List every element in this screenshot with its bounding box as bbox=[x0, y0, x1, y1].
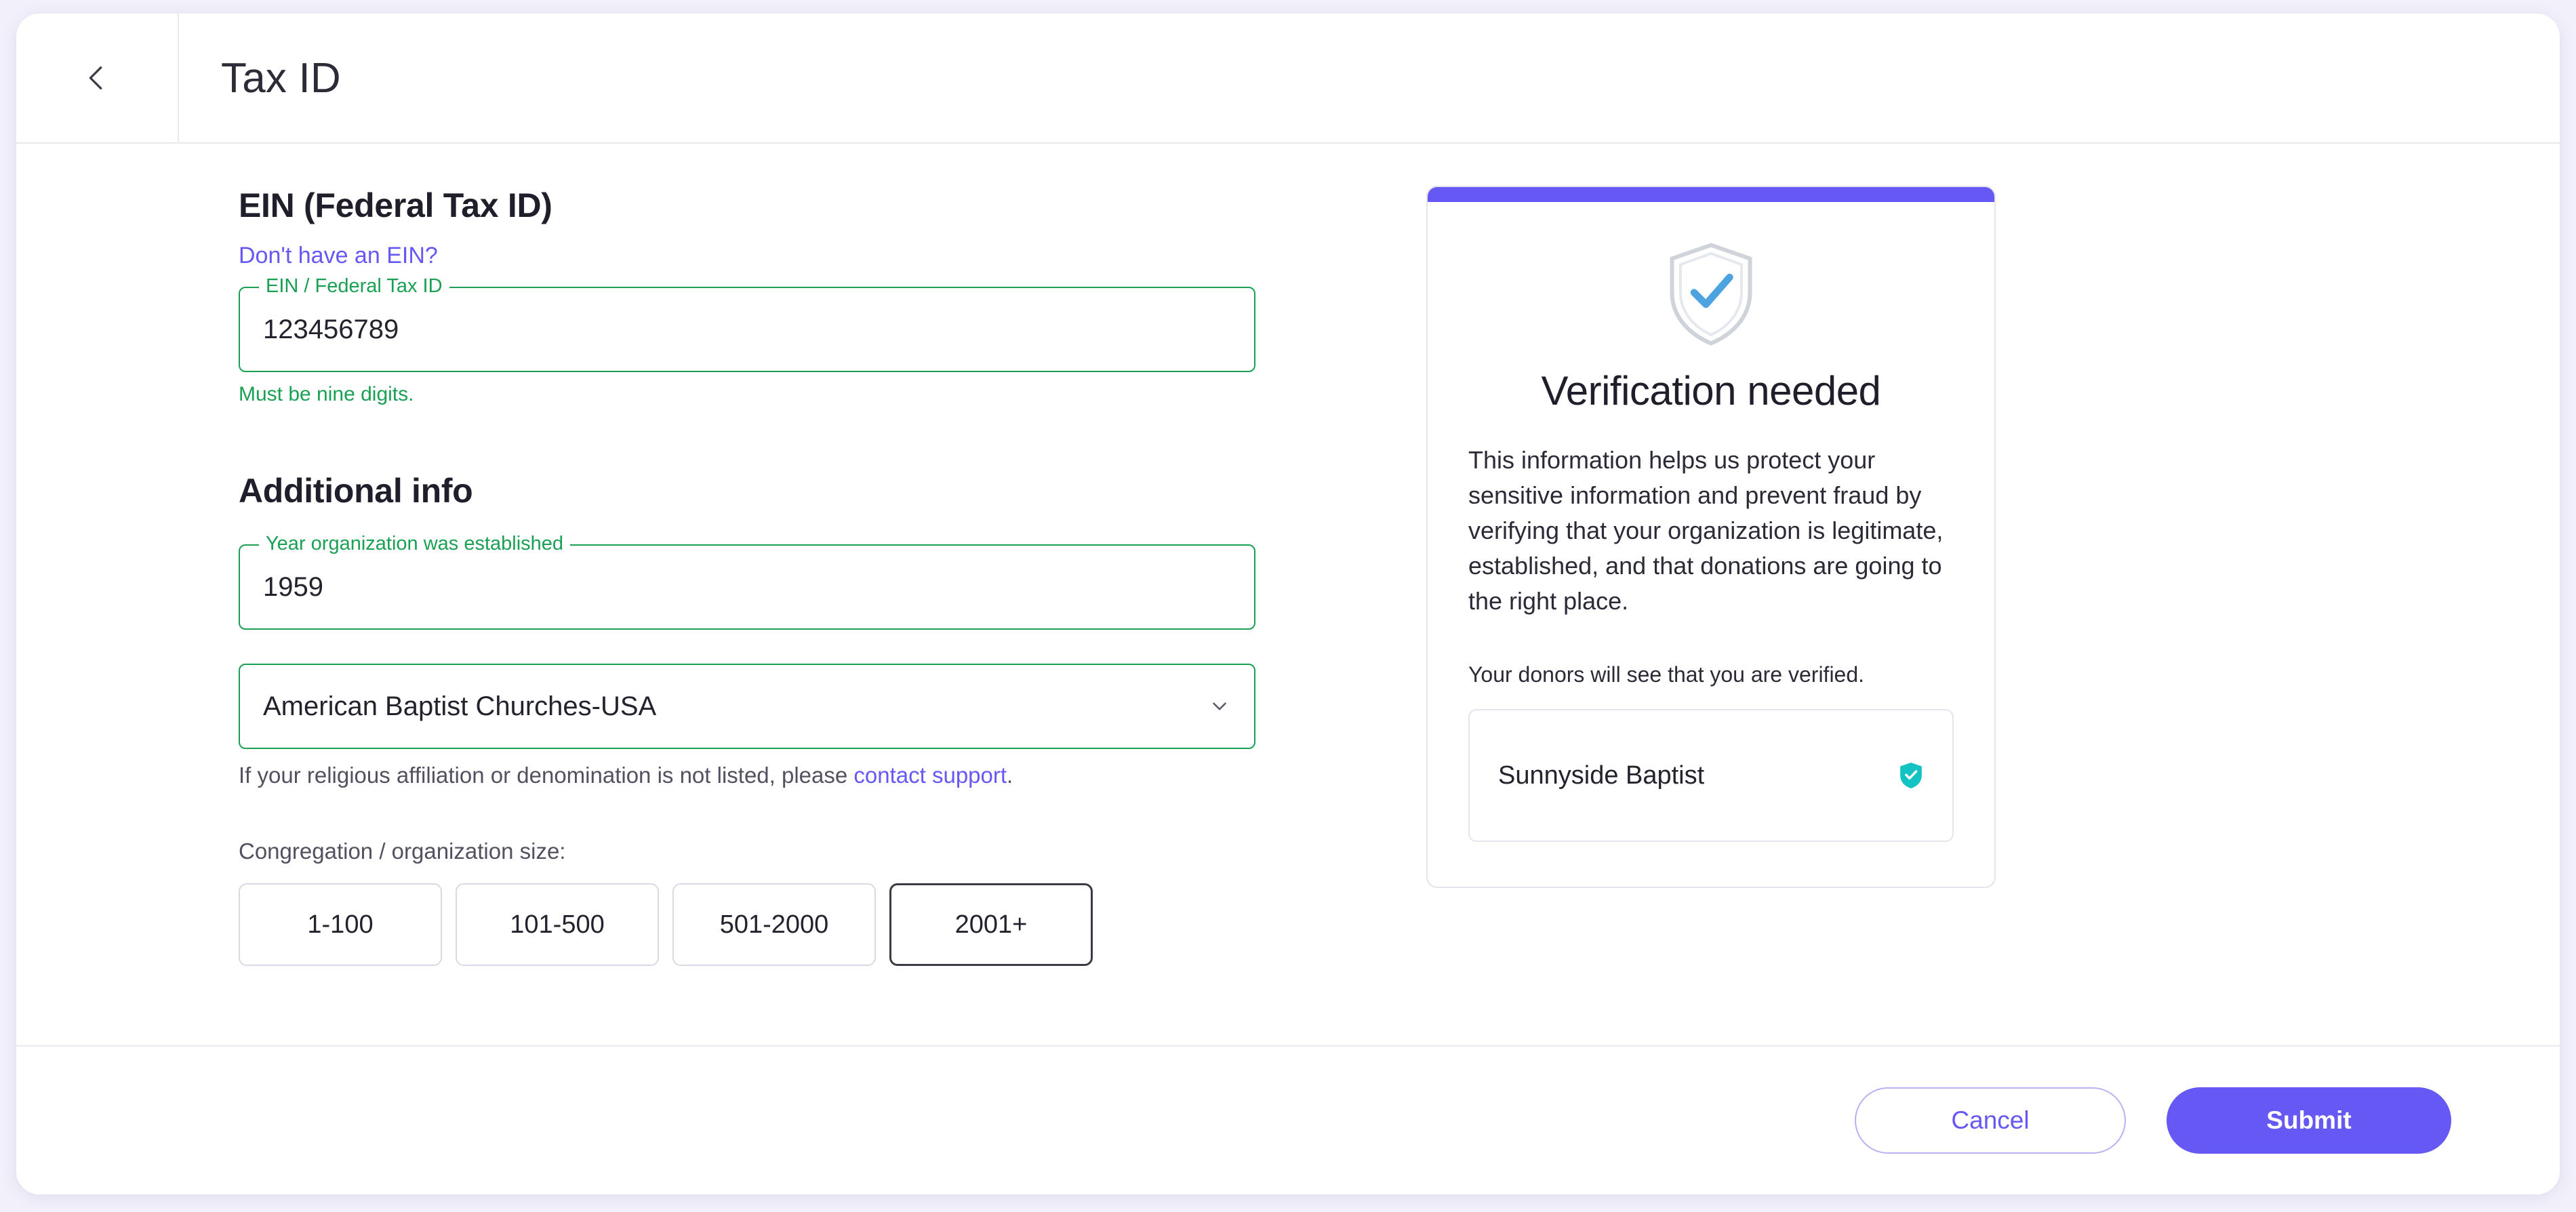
year-established-label: Year organization was established bbox=[259, 533, 570, 554]
verification-title: Verification needed bbox=[1541, 368, 1881, 413]
card-content bbox=[1428, 202, 1994, 887]
verification-note: Your donors will see that you are verified. bbox=[1468, 662, 1865, 687]
denomination-field[interactable] bbox=[239, 664, 1255, 749]
denomination-helper-prefix: If your religious affiliation or denomination is not listed, please bbox=[239, 763, 854, 788]
denomination-select[interactable] bbox=[239, 664, 1255, 749]
denomination-selected-value: American Baptist Churches-USA bbox=[263, 691, 657, 721]
size-option-label: 101-500 bbox=[510, 910, 605, 939]
header-title-area bbox=[179, 14, 341, 142]
card-accent-bar bbox=[1428, 187, 1994, 202]
year-established-value: 1959 bbox=[263, 571, 323, 602]
window-header bbox=[16, 14, 2560, 144]
submit-button-label: Submit bbox=[2266, 1106, 2352, 1134]
section-spacer bbox=[239, 406, 1372, 471]
denomination-helper bbox=[239, 763, 1372, 788]
verified-org-row bbox=[1468, 709, 1954, 842]
additional-info-title: Additional info bbox=[239, 472, 473, 510]
ein-field[interactable] bbox=[239, 275, 1255, 372]
size-option-2001-plus[interactable] bbox=[889, 883, 1093, 966]
size-option-1-100[interactable] bbox=[239, 883, 442, 966]
chevron-left-icon bbox=[81, 62, 113, 94]
verification-body: This information helps us protect your sensitive information and prevent fraud by verifying that your organization is legitimate, established, and that donations are going to the right place. bbox=[1468, 446, 1944, 615]
submit-button[interactable] bbox=[2167, 1087, 2451, 1154]
size-option-label: 2001+ bbox=[954, 910, 1028, 939]
ein-helper-text: Must be nine digits. bbox=[239, 383, 414, 405]
organization-size-options bbox=[239, 883, 1372, 966]
shield-check-icon bbox=[1660, 240, 1762, 348]
cancel-button-label: Cancel bbox=[1951, 1106, 2030, 1134]
verified-org-name: Sunnyside Baptist bbox=[1498, 761, 1705, 790]
no-ein-link[interactable]: Don't have an EIN? bbox=[239, 243, 438, 268]
shield-icon-wrap bbox=[1468, 240, 1954, 348]
back-button[interactable] bbox=[16, 14, 179, 142]
ein-field-label: EIN / Federal Tax ID bbox=[259, 276, 449, 296]
window-body bbox=[16, 144, 2560, 1047]
verified-shield-icon bbox=[1898, 761, 1924, 790]
ein-input[interactable] bbox=[239, 287, 1255, 372]
size-option-label: 1-100 bbox=[307, 910, 374, 939]
ein-section-title: EIN (Federal Tax ID) bbox=[239, 186, 552, 224]
size-option-501-2000[interactable] bbox=[672, 883, 876, 966]
verification-card bbox=[1426, 186, 1996, 888]
contact-support-link[interactable]: contact support bbox=[853, 763, 1007, 788]
organization-size-label: Congregation / organization size: bbox=[239, 839, 566, 864]
size-option-label: 501-2000 bbox=[719, 910, 829, 939]
tax-id-window bbox=[16, 14, 2560, 1194]
year-established-input[interactable] bbox=[239, 544, 1255, 630]
size-option-101-500[interactable] bbox=[456, 883, 659, 966]
window-footer bbox=[16, 1047, 2560, 1194]
page-title: Tax ID bbox=[221, 54, 341, 102]
denomination-helper-suffix: . bbox=[1007, 763, 1013, 788]
verification-column bbox=[1372, 144, 2560, 1045]
cancel-button[interactable] bbox=[1855, 1087, 2126, 1154]
ein-input-value: 123456789 bbox=[263, 314, 399, 344]
chevron-down-icon[interactable] bbox=[1208, 695, 1231, 718]
form-column bbox=[16, 144, 1372, 1045]
year-established-field[interactable] bbox=[239, 533, 1255, 630]
